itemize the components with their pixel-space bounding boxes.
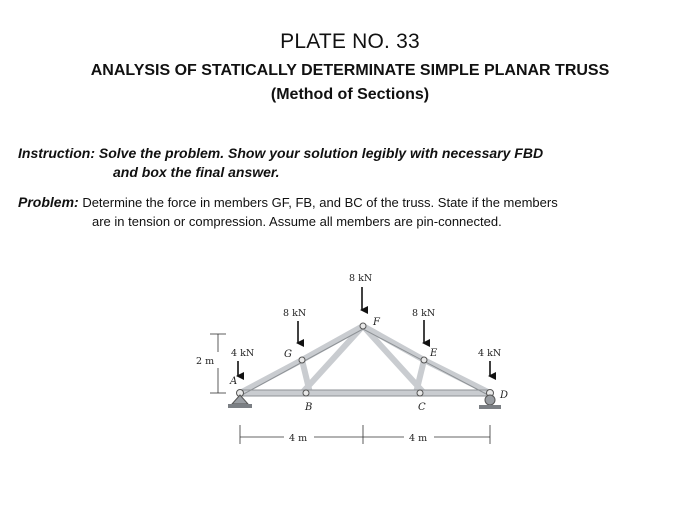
dimension-span-left-label: 4 m	[289, 433, 308, 444]
method-subtitle: (Method of Sections)	[270, 86, 430, 103]
problem-line-1: Determine the force in members GF, FB, and BC of the truss. State if the members	[82, 195, 558, 210]
joint-label-d: D	[500, 390, 509, 401]
problem-label: Problem	[18, 194, 75, 210]
load-label-d: 4 kN	[478, 348, 502, 359]
member-fc	[363, 326, 424, 393]
truss-joints	[237, 323, 494, 397]
plate-title: PLATE NO. 33	[280, 30, 420, 53]
instruction-label: Instruction:	[18, 145, 95, 161]
problem-line-2: are in tension or compression. Assume all members are pin-connected.	[92, 214, 502, 229]
joint-label-a: A	[230, 376, 238, 387]
dimension-height-label: 2 m	[196, 356, 215, 367]
member-fe	[363, 326, 424, 360]
member-ag	[240, 360, 302, 393]
dimension-span-right-label: 4 m	[409, 433, 428, 444]
joint-b-pin	[303, 390, 309, 396]
joint-label-c: C	[418, 402, 426, 413]
instruction-line-2: and box the final answer.	[113, 164, 280, 180]
subtitle: ANALYSIS OF STATICALLY DETERMINATE SIMPLE PLANAR TRUSS	[90, 62, 610, 79]
load-label-a: 4 kN	[231, 348, 255, 359]
member-gf	[302, 326, 363, 360]
instruction-line-1: Solve the problem. Show your solution legibly with necessary FBD	[98, 145, 544, 161]
load-label-g: 8 kN	[283, 308, 307, 319]
pin-support-a	[228, 395, 252, 408]
roller-support-d	[479, 395, 501, 409]
joint-e-pin	[421, 357, 427, 363]
joint-g-pin	[299, 357, 305, 363]
truss-members	[240, 326, 490, 393]
span-dimension	[240, 425, 490, 444]
joint-label-g: G	[284, 349, 292, 360]
joint-c-pin	[417, 390, 423, 396]
load-label-f: 8 kN	[349, 273, 373, 284]
member-fb	[302, 326, 363, 393]
load-label-e: 8 kN	[412, 308, 436, 319]
problem-label-colon: :	[74, 194, 79, 210]
member-ed	[424, 360, 490, 393]
joint-label-b: B	[305, 402, 313, 413]
joint-label-f: F	[373, 317, 380, 328]
joint-f-pin	[360, 323, 366, 329]
joint-label-e: E	[430, 348, 438, 359]
